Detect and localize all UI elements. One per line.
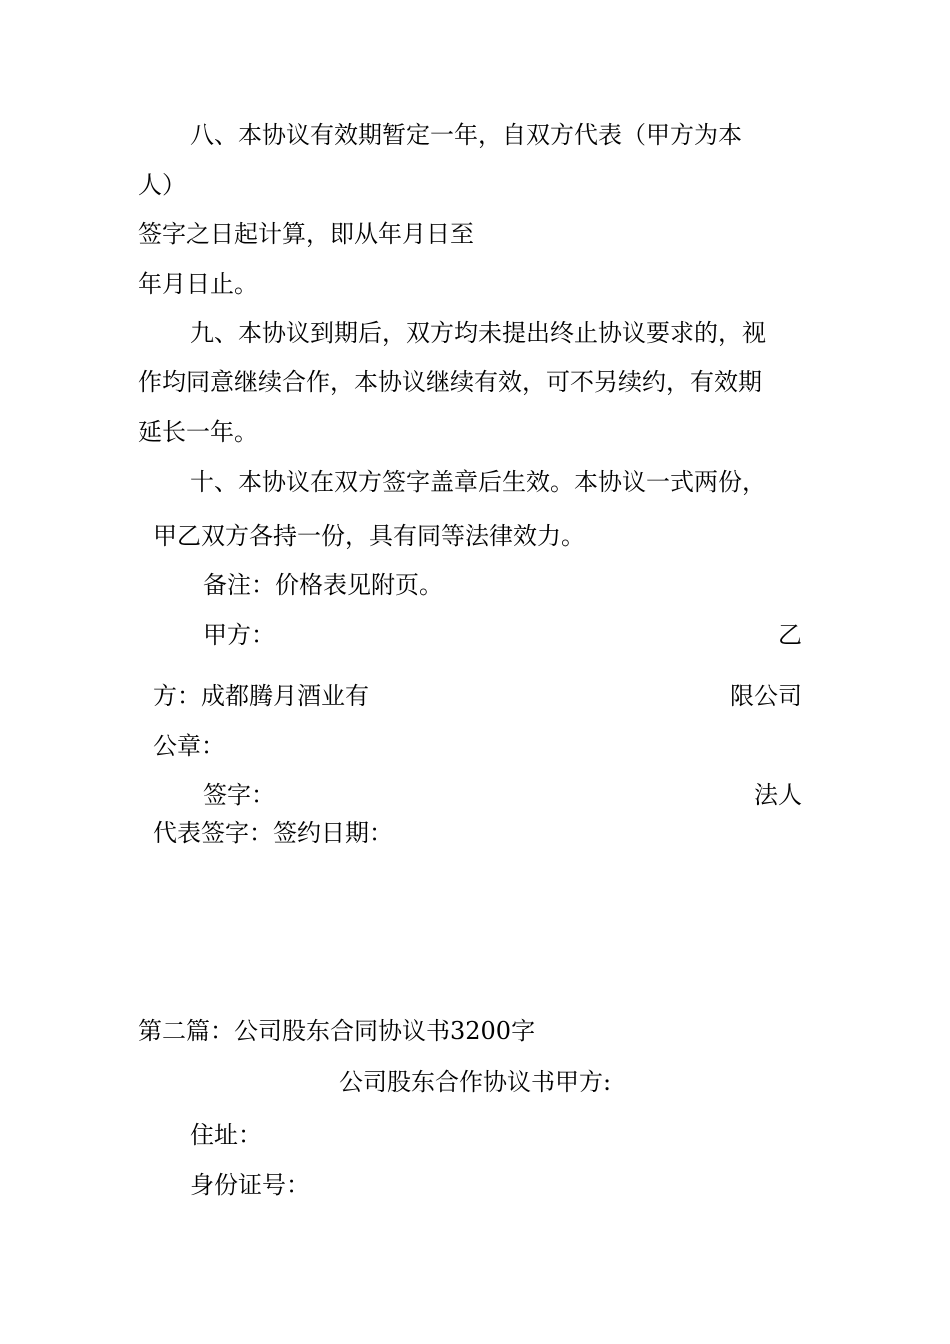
part2-title: 公司股东合作协议书甲方: — [338, 1068, 612, 1096]
legal-rep-start: 法人 — [754, 781, 802, 809]
clause-10-line-1: 十、本协议在双方签字盖章后生效。本协议一式两份， — [190, 468, 766, 496]
party-b-name-right: 限公司 — [730, 682, 802, 710]
clause-8-line-2: 人） — [138, 171, 186, 199]
legal-rep-line: 代表签字：签约日期： — [153, 819, 393, 847]
clause-9-line-3: 延长一年。 — [138, 418, 258, 446]
seal-label: 公章： — [153, 732, 225, 760]
clause-9-line-1: 九、本协议到期后，双方均未提出终止协议要求的，视 — [190, 319, 766, 347]
clause-8-line-3: 签字之日起计算，即从年月日至 — [138, 220, 474, 248]
party-b-start: 乙 — [778, 621, 802, 649]
clause-10-line-2: 甲乙双方各持一份，具有同等法律效力。 — [153, 522, 585, 550]
clause-9-line-2: 作均同意继续合作，本协议继续有效，可不另续约，有效期 — [138, 368, 762, 396]
part2-heading: 第二篇：公司股东合同协议书3200字 — [138, 1017, 536, 1045]
sign-label: 签字： — [203, 781, 275, 809]
address-label: 住址： — [190, 1121, 262, 1149]
note-line: 备注：价格表见附页。 — [203, 571, 443, 599]
clause-8-line-4: 年月日止。 — [138, 270, 258, 298]
party-b-name-left: 方：成都腾月酒业有 — [153, 682, 369, 710]
id-number-label: 身份证号： — [190, 1171, 310, 1199]
clause-8-line-1: 八、本协议有效期暂定一年，自双方代表（甲方为本 — [190, 121, 742, 149]
party-a-label: 甲方： — [203, 621, 275, 649]
